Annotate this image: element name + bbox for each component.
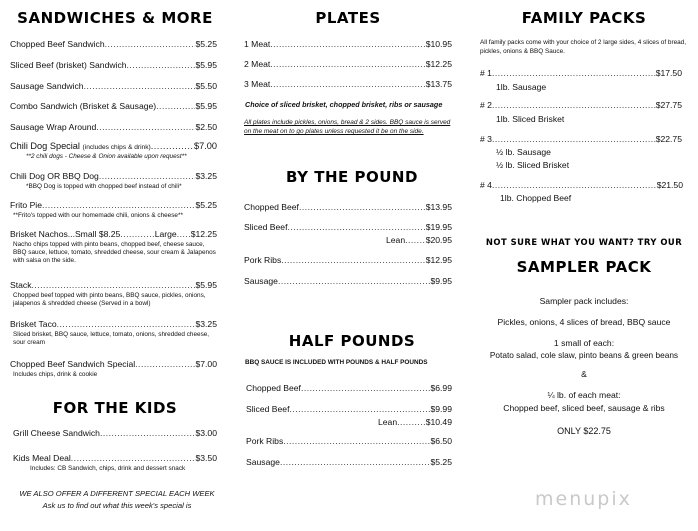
menu-item xyxy=(10,229,217,239)
item-note: *BBQ Dog is topped with chopped beef instead of chili* xyxy=(26,183,182,190)
item-price: $19.95 xyxy=(425,222,452,232)
item-note: Chopped beef topped with pinto beans, BBQ sauce, pickles, onions, jalapenos & shredded cheese (Served in a bowl) xyxy=(13,292,206,307)
item-price: $9.99 xyxy=(430,404,452,414)
item-name: Chopped Beef Sandwich xyxy=(10,39,105,49)
kids-title: FOR THE KIDS xyxy=(52,399,178,417)
menu-item xyxy=(10,81,217,91)
menu-item xyxy=(10,101,217,111)
family-packs-title: FAMILY PACKS xyxy=(521,9,647,27)
item-price: $6.99 xyxy=(430,383,452,393)
item-price: $7.00 xyxy=(194,141,217,151)
pack-line: 1lb. Chopped Beef xyxy=(500,193,572,203)
menu-item xyxy=(480,180,683,190)
menu-item xyxy=(244,39,452,49)
item-name: Sausage xyxy=(246,457,280,467)
menu-item xyxy=(378,417,452,427)
item-name: 1 Meat xyxy=(244,39,271,49)
item-price: $3.25 xyxy=(195,319,217,329)
item-name: Pork Ribs xyxy=(246,436,284,446)
item-price: $12.95 xyxy=(425,255,452,265)
item-name: # 2 xyxy=(480,100,492,110)
item-name: 2 Meat xyxy=(244,59,271,69)
pack-line: ½ lb. Sliced Brisket xyxy=(496,160,570,170)
item-name: Sliced Beef xyxy=(244,222,288,232)
menupix-watermark: menupix xyxy=(535,488,632,510)
item-name: Chopped Beef xyxy=(244,202,299,212)
sandwiches-title: SANDWICHES & MORE xyxy=(17,9,213,27)
pack-line: ½ lb. Sausage xyxy=(496,147,551,157)
sampler-includes: Sampler pack includes: xyxy=(539,296,629,306)
item-price: $5.25 xyxy=(430,457,452,467)
item-name: Kids Meal Deal xyxy=(13,453,71,463)
item-name: Sliced Beef xyxy=(246,404,290,414)
item-price: $17.50 xyxy=(655,68,682,78)
menu-item xyxy=(13,428,217,438)
item-name: Chili Dog OR BBQ Dog xyxy=(10,171,99,181)
sampler-amp: & xyxy=(581,369,587,379)
menu-item xyxy=(10,141,217,151)
item-price: $6.50 xyxy=(430,436,452,446)
menu-item xyxy=(10,39,217,49)
item-name: Combo Sandwich (Brisket & Sausage) xyxy=(10,101,157,111)
item-name: Sausage Wrap Around xyxy=(10,122,97,132)
sampler-each-meat: ¼ lb. of each meat: xyxy=(547,390,621,400)
item-price: $20.95 xyxy=(425,235,452,245)
menu-item xyxy=(480,100,682,110)
menu-item xyxy=(10,319,217,329)
menu-item xyxy=(10,280,217,290)
item-price: $5.25 xyxy=(195,200,217,210)
item-price: $3.50 xyxy=(195,453,217,463)
menu-item xyxy=(10,200,217,210)
menu-item xyxy=(244,222,452,232)
item-price: $21.50 xyxy=(656,180,683,190)
item-name: Sliced Beef (brisket) Sandwich xyxy=(10,60,127,70)
item-price: $10.49 xyxy=(425,417,452,427)
item-name: # 4 xyxy=(480,180,492,190)
item-price: $13.75 xyxy=(425,79,452,89)
item-price: $13.95 xyxy=(425,202,452,212)
item-name: Sausage Sandwich xyxy=(10,81,84,91)
sampler-meats: Chopped beef, sliced beef, sausage & ribs xyxy=(503,403,665,413)
item-name: Pork Ribs xyxy=(244,255,282,265)
item-name: Chopped Beef Sandwich Special xyxy=(10,359,136,369)
item-price: $9.95 xyxy=(430,276,452,286)
item-price: $5.25 xyxy=(195,39,217,49)
item-price: $3.00 xyxy=(195,428,217,438)
item-size-label: Large xyxy=(154,229,177,239)
item-price: $5.95 xyxy=(195,60,217,70)
sampler-title: SAMPLER PACK xyxy=(516,258,652,276)
item-price: $22.75 xyxy=(655,134,682,144)
item-price: $10.95 xyxy=(425,39,452,49)
menu-item xyxy=(244,79,452,89)
sampler-each-small: 1 small of each: xyxy=(553,338,615,348)
item-note: **2 chili dogs - Cheese & Onion available upon request** xyxy=(26,153,187,160)
item-note: Sliced brisket, BBQ sauce, lettuce, tomato, onions, shredded cheese, sour cream xyxy=(13,331,210,346)
item-price: $5.95 xyxy=(195,101,217,111)
menu-item xyxy=(10,359,217,369)
item-price: $12.25 xyxy=(190,229,217,239)
menu-item xyxy=(244,276,452,286)
item-name: Frito Pie xyxy=(10,200,42,210)
weekly-special-line1: WE ALSO OFFER A DIFFERENT SPECIAL EACH WEEK xyxy=(19,489,215,498)
menu-item xyxy=(244,255,452,265)
item-name: 3 Meat xyxy=(244,79,271,89)
item-name: Stack xyxy=(10,280,32,290)
menu-item xyxy=(10,60,217,70)
item-price: $2.50 xyxy=(195,122,217,132)
item-name: Lean xyxy=(386,235,406,245)
item-price: $12.25 xyxy=(425,59,452,69)
item-name: Brisket Nachos...Small $8.25 xyxy=(10,229,121,239)
item-price: $3.25 xyxy=(195,171,217,181)
item-price: $5.50 xyxy=(195,81,217,91)
menu-item xyxy=(480,68,682,78)
sampler-price: ONLY $22.75 xyxy=(557,426,611,436)
menu-item xyxy=(246,436,452,446)
item-price: $5.95 xyxy=(195,280,217,290)
menu-item xyxy=(13,453,217,463)
by-the-pound-title: BY THE POUND xyxy=(286,168,418,186)
item-name: # 1 xyxy=(480,68,492,78)
item-name: # 3 xyxy=(480,134,492,144)
plates-note: All plates include pickles, onions, bread & 2 sides. BBQ sauce is served on the meat on to go plates unless requested it be on the side. xyxy=(244,119,451,135)
menu-item xyxy=(246,383,452,393)
item-name: Grill Cheese Sandwich xyxy=(13,428,100,438)
menu-item xyxy=(246,404,452,414)
family-intro: All family packs come with your choice of 2 large sides, 4 slices of bread, pickles, onions & BBQ Sauce. xyxy=(480,39,687,55)
menu-item xyxy=(386,235,452,245)
sampler-sides: Potato salad, cole slaw, pinto beans & green beans xyxy=(489,350,679,360)
weekly-special-line2: Ask us to find out what this week's special is xyxy=(42,501,192,510)
item-price: $7.00 xyxy=(195,359,217,369)
sampler-line1: Pickles, onions, 4 slices of bread, BBQ sauce xyxy=(497,317,671,327)
menu-item xyxy=(246,457,452,467)
menu-item xyxy=(244,202,452,212)
menu-item xyxy=(244,59,452,69)
menu-item xyxy=(480,134,682,144)
pack-line: 1lb. Sausage xyxy=(496,82,547,92)
menu-item xyxy=(10,171,217,181)
item-name: Chili Dog Special (includes chips & drink) xyxy=(10,141,151,151)
sampler-question: NOT SURE WHAT YOU WANT? TRY OUR xyxy=(485,237,683,247)
item-note: Nacho chips topped with pinto beans, chopped beef, cheese sauce, BBQ sauce, lettuce, tomato, shredded cheese, sour cream & Jalapenos with salsa on the side. xyxy=(13,241,216,264)
menu-item xyxy=(10,122,217,132)
item-name: Sausage xyxy=(244,276,278,286)
item-price: $27.75 xyxy=(655,100,682,110)
plates-choice: Choice of sliced brisket, chopped brisket, ribs or sausage xyxy=(245,100,443,109)
half-pounds-title: HALF POUNDS xyxy=(288,332,416,350)
half-pounds-note: BBQ SAUCE IS INCLUDED WITH POUNDS & HALF POUNDS xyxy=(245,359,428,366)
pack-line: 1lb. Sliced Brisket xyxy=(496,114,565,124)
item-name: Chopped Beef xyxy=(246,383,301,393)
plates-title: PLATES xyxy=(315,9,381,27)
item-note: **Frito's topped with our homemade chili, onions & cheese** xyxy=(13,212,183,219)
item-note: Includes: CB Sandwich, chips, drink and dessert snack xyxy=(30,465,186,472)
item-note: Includes chips, drink & cookie xyxy=(13,371,98,378)
item-name: Lean xyxy=(378,417,398,427)
item-name: Brisket Taco xyxy=(10,319,57,329)
